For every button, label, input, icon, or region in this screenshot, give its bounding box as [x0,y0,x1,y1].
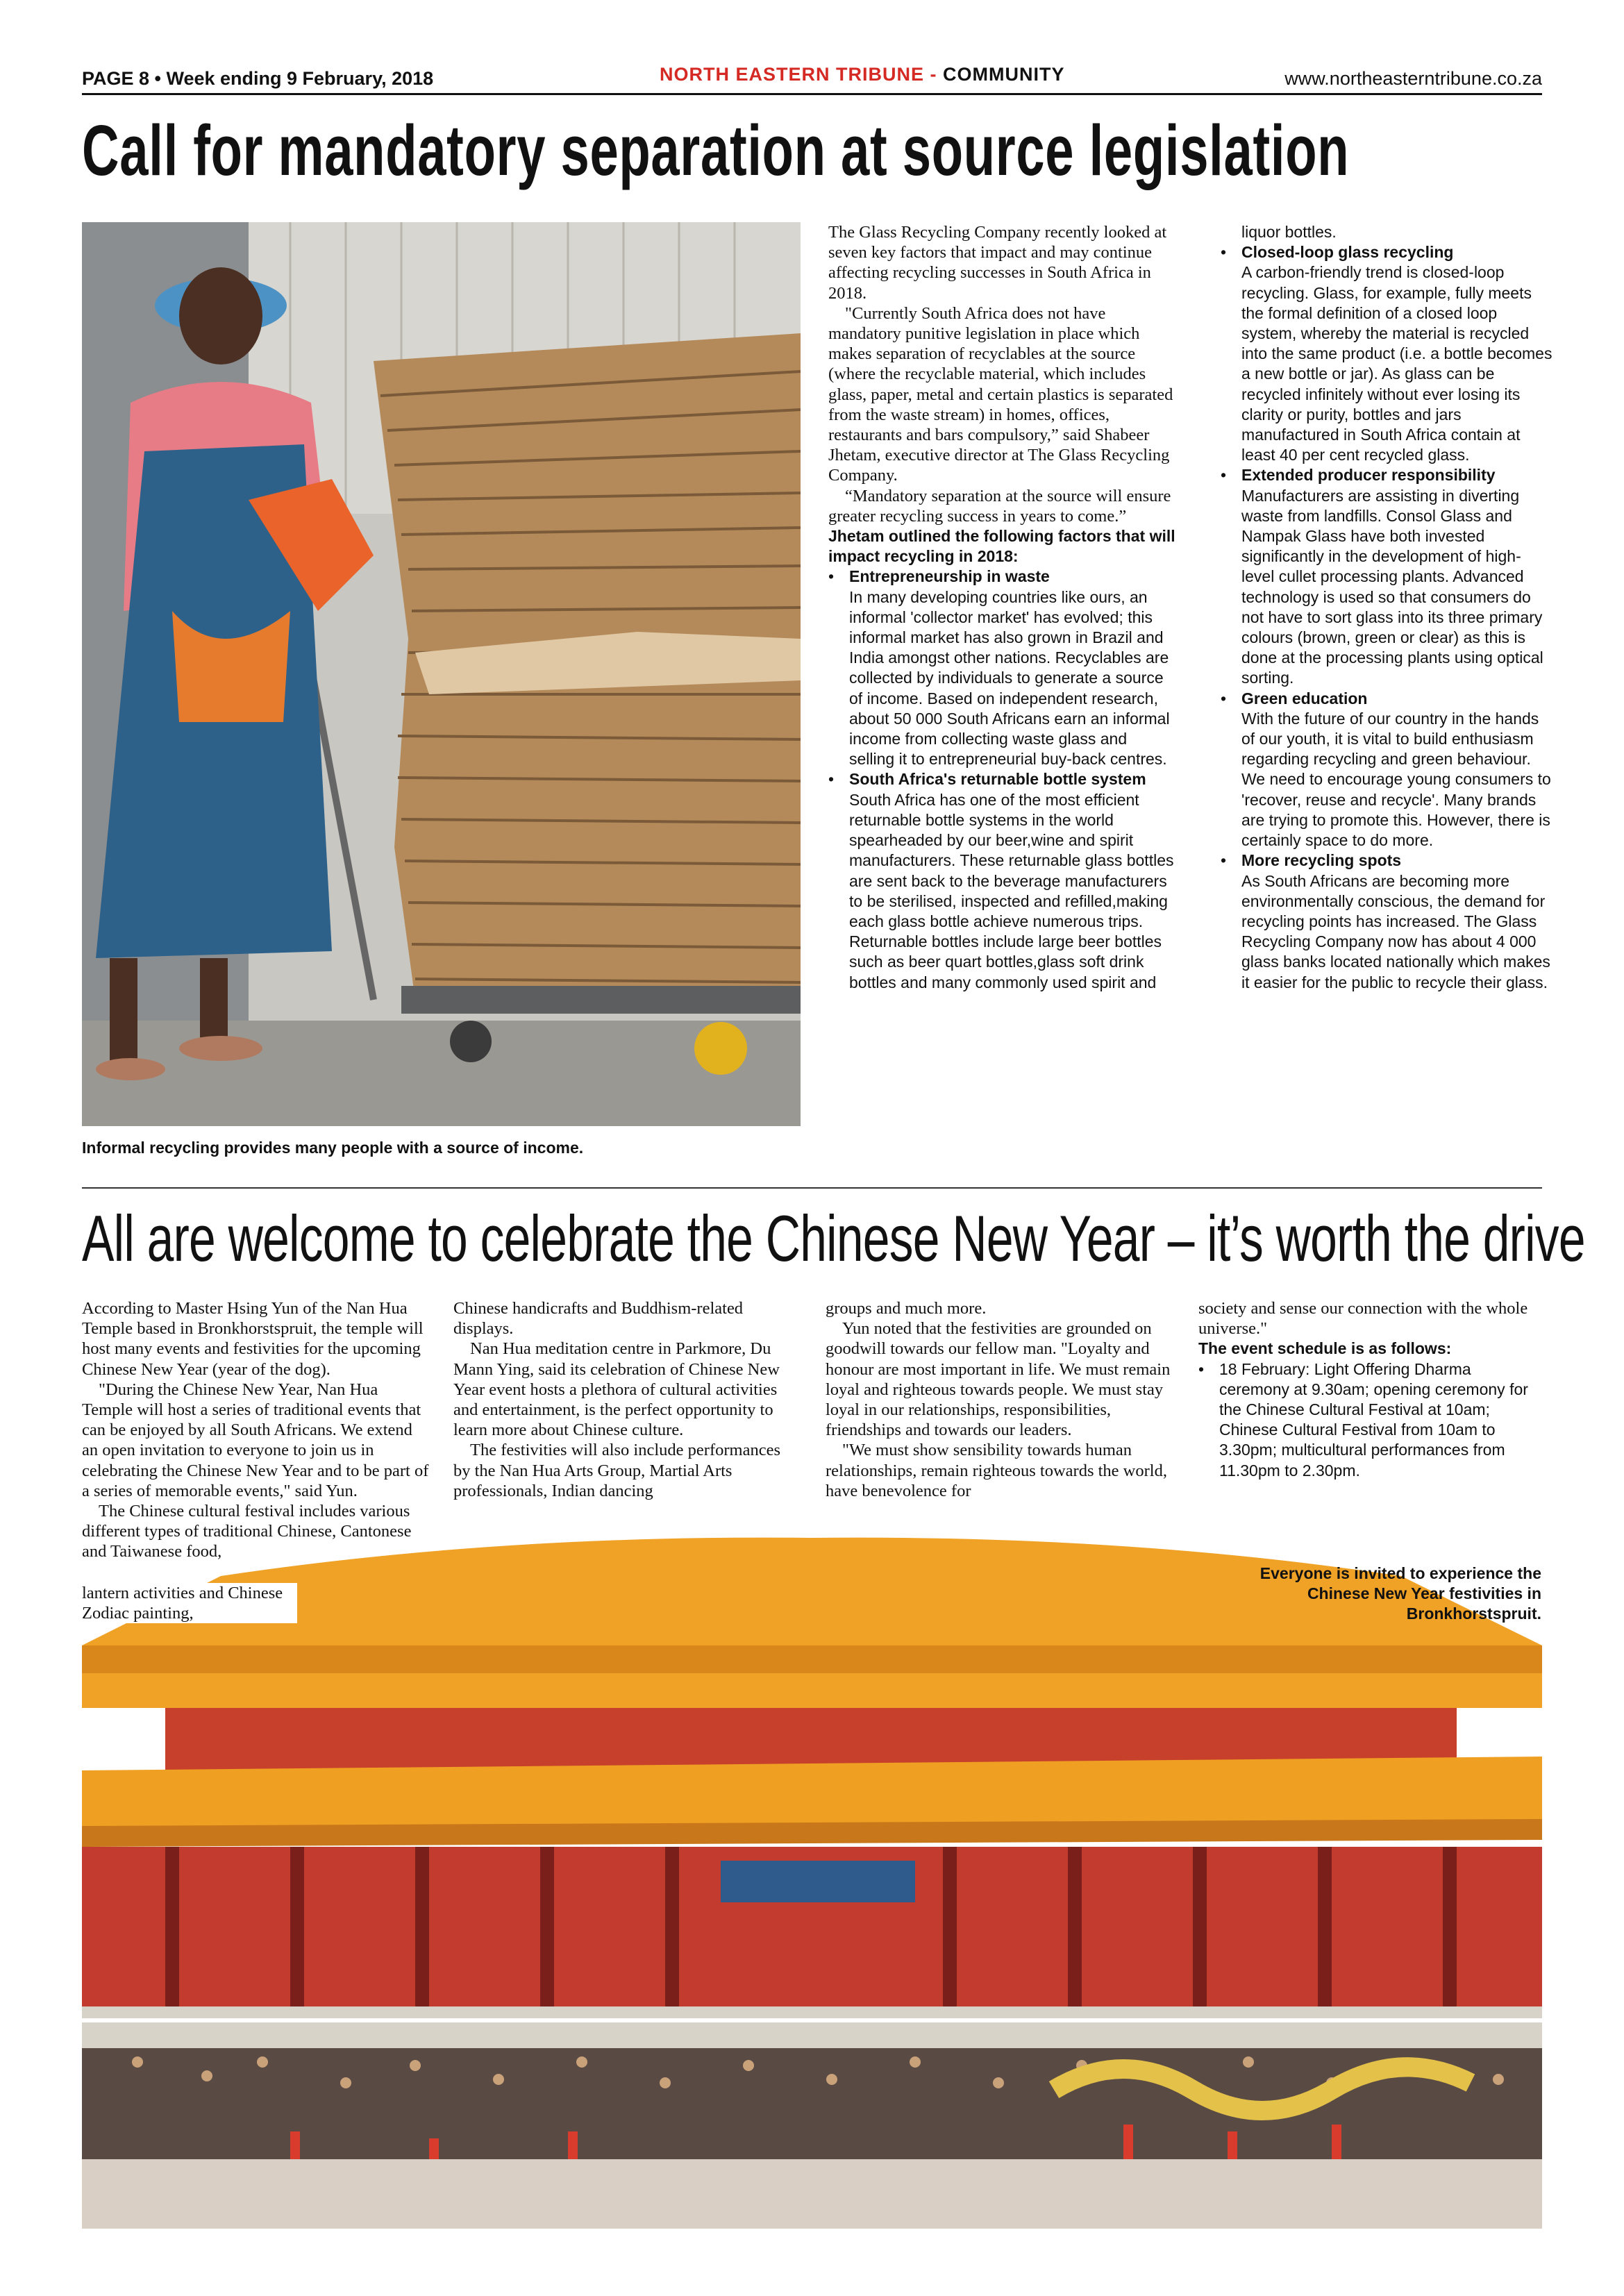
schedule-item: • 18 February: Light Offering Dharma ceremony at 9.30am; opening ceremony for the Chinese Cultural Festival at 10am; Chinese Cultural Festival from 10am to 3.30pm; multicultural performances from 11.30pm to 2.30pm. [1198,1359,1546,1481]
factor-item: • South Africa's returnable bottle system South Africa has one of the most efficient returnable bottle systems in the world spearheaded by our beer,wine and spirit manufacturers. These returnable glass bottles are sent back to the beverage manufacturers to be sterilised, inspected and refilled,making each glass bottle achieve numerous trips. Returnable bottles include large beer bottles such as beer quart bottles,glass soft drink bottles and many commonly used spirit and [828,769,1175,992]
paragraph: The festivities will also include performances by the Nan Hua Arts Group, Martial Arts professionals, Indian dancing [453,1441,780,1500]
factor-title: Green education [1241,689,1368,707]
intro-paragraph: The Glass Recycling Company recently looked at seven key factors that impact and may continue affecting recycling successes in South Africa in 2018. [828,223,1167,303]
factor-title: Extended producer responsibility [1241,466,1496,485]
factor-item: • Closed-loop glass recycling A carbon-friendly trend is closed-loop recycling. Glass, for example, fully meets the formal definition of a closed loop system, whereby the material is recycled into the same product (i.e. a bottle becomes a new bottle or jar). As glass can be recycled infinitely without ever losing its clarity or purity, bottles and jars manufactured in South Africa contain at least 40 per cent recycled glass. [1221,242,1554,465]
intro-paragraph: “Mandatory separation at the source will ensure greater recycling success in years to come.” [828,486,1171,526]
factors-intro: Jhetam outlined the following factors that will impact recycling in 2018: [828,527,1175,566]
factor-title: Entrepreneurship in waste [849,567,1050,586]
factor-text: South Africa has one of the most efficient returnable bottle systems in the world spearheaded by our beer,wine and spirit manufacturers. These returnable glass bottles are sent back to the beverage manufacturers to be sterilised, inspected and refilled,making each glass bottle achieve numerous trips. Returnable bottles include large beer bottles such as beer quart bottles,glass soft drink bottles and many commonly used spirit and [849,790,1174,991]
paragraph: groups and much more. [826,1299,987,1318]
factor-title: South Africa's returnable bottle system [849,770,1146,789]
paragraph: society and sense our connection with the whole universe." [1198,1299,1528,1339]
paragraph: Yun noted that the festivities are grounded on goodwill towards our fellow man. "Loyalty and honour are most important in life. We must remain loyal and righteous towards people. We must stay loyal in our relationships, responsibilities, friendships and towards our leaders. [826,1319,1171,1440]
website-url[interactable]: www.northeasterntribune.co.za [1284,68,1542,89]
article2-column-4 [1198,1298,1546,1481]
schedule-intro: The event schedule is as follows: [1198,1339,1452,1358]
factor-continuation: liquor bottles. [1241,223,1337,241]
article1-headline: Call for mandatory separation at source legislation [82,110,1350,190]
factor-item: • Green education With the future of our country in the hands of our youth, it is vital to build enthusiasm regarding recycling and green behaviour. We need to encourage young consumers to 'recover, reuse and recycle'. Many brands are trying to promote this. However, there is certainly space to do more. [1221,689,1554,851]
intro-paragraph: "Currently South Africa does not have mandatory punitive legislation in place which makes separation of recyclables at the source (where the recyclable material, which includes glass, paper, metal and certain plastics is separated from the waste stream) in homes, offices, restaurants and bars compulsory,” said Shabeer Jhetam, executive director at The Glass Recycling Company. [828,303,1173,485]
factor-text: As South Africans are becoming more environmentally conscious, the demand for recycling points has increased. The Glass Recycling Company now has about 4 000 glass banks located nationally which makes it easier for the public to recycle their glass. [1241,871,1550,991]
paragraph: According to Master Hsing Yun of the Nan Hua Temple based in Bronkhorstspruit, the temple will host many events and festivities for the upcoming Chinese New Year (year of the dog). [82,1299,424,1379]
article-divider [82,1187,1542,1189]
photo2-caption: Everyone is invited to experience the Chinese New Year festivities in Bronkhorstspruit. [1259,1564,1541,1623]
header-rule [82,93,1542,95]
photo1-caption: Informal recycling provides many people with a source of income. [82,1139,584,1157]
factor-title: More recycling spots [1241,851,1402,870]
factor-text: Manufacturers are assisting in diverting waste from landfills. Consol Glass and Nampak Glass have both invested significantly in the development of high-level cullet processing plants. Advanced technology is used so that consumers do not have to sort glass into its three primary colours (brown, green or clear) as this is done at the processing plants using optical sorting. [1241,486,1543,687]
factor-title: Closed-loop glass recycling [1241,243,1454,262]
paper-name: NORTH EASTERN TRIBUNE - [660,64,937,85]
article1-column-2 [1221,222,1554,993]
paragraph: Nan Hua meditation centre in Parkmore, Du Mann Ying, said its celebration of Chinese New Year event hosts a plethora of cultural activities and entertainment, is the perfect opportunity to learn more about Chinese culture. [453,1339,780,1440]
paragraph: Chinese handicrafts and Buddhism-related displays. [453,1299,744,1339]
temple-photo [82,1534,1542,2229]
paragraph: "We must show sensibility towards human relationships, remain righteous towards the world, have benevolence for [826,1441,1167,1500]
article2-column-2 [453,1298,801,1501]
paragraph: The Chinese cultural festival includes various different types of traditional Chinese, Cantonese and Taiwanese food, [82,1502,412,1561]
page-date-line: PAGE 8 • Week ending 9 February, 2018 [82,68,434,89]
paper-section-label [660,64,1065,85]
recycling-photo [82,222,801,1126]
factor-text: With the future of our country in the hands of our youth, it is vital to build enthusiasm regarding recycling and green behaviour. We need to encourage young consumers to 'recover, reuse and recycle'. Many brands are trying to promote this. However, there is certainly space to do more. [1241,709,1551,850]
article2-column-3 [826,1298,1173,1501]
factor-item: • Extended producer responsibility Manufacturers are assisting in diverting waste from landfills. Consol Glass and Nampak Glass have both invested significantly in the development of high-level cullet processing plants. Advanced technology is used so that consumers do not have to sort glass into its three primary colours (brown, green or clear) as this is done at the processing plants using optical sorting. [1221,465,1554,688]
schedule-text: 18 February: Light Offering Dharma ceremony at 9.30am; opening ceremony for the Chinese Cultural Festival at 10am; Chinese Cultural Festival from 10am to 3.30pm; multicultural performances from 11.30pm to 2.30pm. [1219,1359,1528,1480]
paragraph: "During the Chinese New Year, Nan Hua Temple will host a series of traditional events that can be enjoyed by all South Africans. We extend an open invitation to everyone to join us in celebrating the Chinese New Year and to be part of a series of memorable events," said Yun. [82,1380,429,1500]
article1-column-1 [828,222,1175,993]
article2-column-1 [82,1298,429,1562]
factor-item: • More recycling spots As South Africans are becoming more environmentally conscious, the demand for recycling points has increased. The Glass Recycling Company now has about 4 000 glass banks located nationally which makes it easier for the public to recycle their glass. [1221,850,1554,992]
section-name: COMMUNITY [943,64,1065,85]
factor-text: In many developing countries like ours, an informal 'collector market' has evolved; this informal market has also grown in Brazil and India amongst other nations. Recyclables are collected by individuals to generate a source of income. Based on independent research, about 50 000 South Africans earn an informal income from collecting waste glass and selling it to entrepreneurial buy-back centres. [849,587,1170,769]
article2-headline: All are welcome to celebrate the Chinese New Year – it’s worth the drive [82,1202,1585,1275]
factor-text: A carbon-friendly trend is closed-loop recycling. Glass, for example, fully meets the formal definition of a closed loop system, whereby the material is recycled into the same product (i.e. a bottle becomes a new bottle or jar). As glass can be recycled infinitely without ever losing its clarity or purity, bottles and jars manufactured in South Africa contain at least 40 per cent recycled glass. [1241,263,1552,464]
article2-column-1-tail: lantern activities and Chinese Zodiac painting, [82,1583,297,1623]
factor-item: • Entrepreneurship in waste In many developing countries like ours, an informal 'collector market' has evolved; this informal market has also grown in Brazil and India amongst other nations. Recyclables are collected by individuals to generate a source of income. Based on independent research, about 50 000 South Africans earn an informal income from collecting waste glass and selling it to entrepreneurial buy-back centres. [828,567,1175,769]
